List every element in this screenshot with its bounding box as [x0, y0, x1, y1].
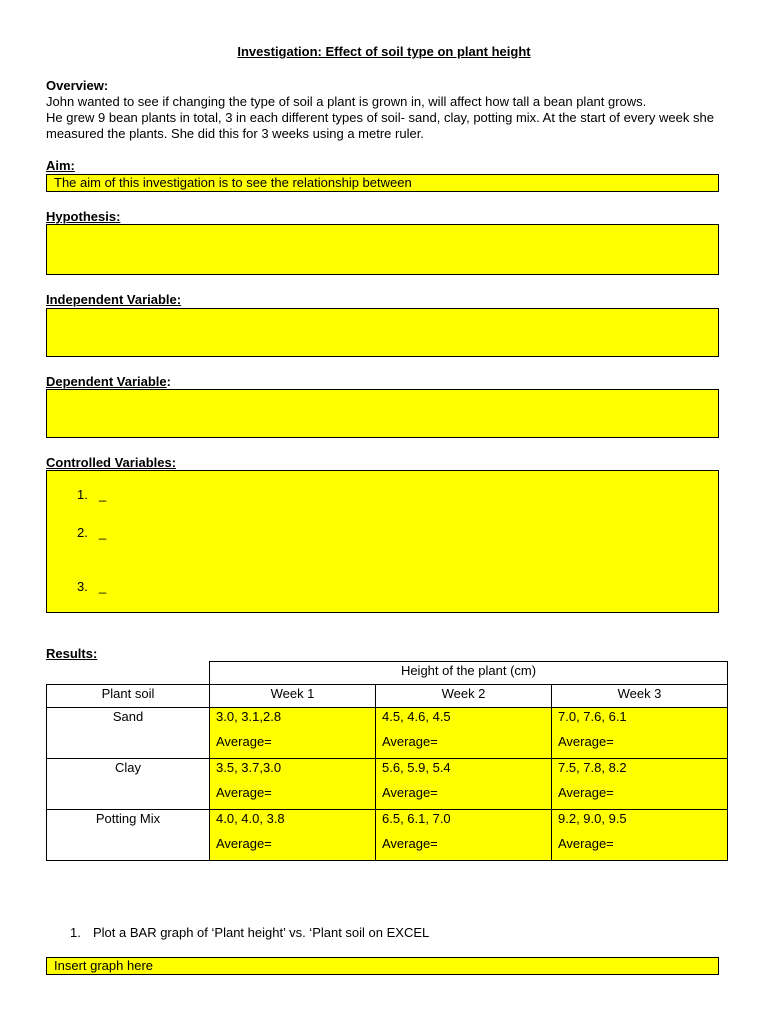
- controlled-variables-label: Controlled Variables:: [46, 455, 177, 470]
- average-label: Average=: [382, 785, 438, 800]
- list-number: 1.: [77, 487, 88, 502]
- measurements: 4.0, 4.0, 3.8: [216, 811, 285, 826]
- table-row: [47, 759, 728, 810]
- table-header-row: [47, 685, 728, 708]
- measurements: 7.0, 7.6, 6.1: [558, 709, 627, 724]
- hypothesis-label: Hypothesis:: [46, 209, 121, 224]
- soil-cell: Potting Mix: [47, 810, 210, 861]
- data-cell[interactable]: [210, 708, 376, 759]
- average-label: Average=: [382, 734, 438, 749]
- overview-line: He grew 9 bean plants in total, 3 in each different types of soil- sand, clay, potting mix. At the start of every week she: [46, 110, 714, 125]
- table-row: [47, 708, 728, 759]
- graph-placeholder-text: Insert graph here: [54, 958, 154, 973]
- graph-field[interactable]: [46, 957, 719, 975]
- data-cell[interactable]: [210, 810, 376, 861]
- controlled-variable-item: [77, 579, 106, 594]
- data-cell[interactable]: [552, 708, 728, 759]
- list-number: 3.: [77, 579, 88, 594]
- measurements: 3.5, 3.7,3.0: [216, 760, 282, 775]
- column-header: Week 2: [376, 685, 552, 708]
- task-text: Plot a BAR graph of ‘Plant height’ vs. ‘Plant soil on EXCEL: [93, 925, 430, 940]
- soil-cell: Sand: [47, 708, 210, 759]
- measurements: 6.5, 6.1, 7.0: [382, 811, 451, 826]
- dependent-variable-colon: :: [166, 374, 171, 389]
- list-text: _: [99, 579, 107, 594]
- controlled-variable-item: [77, 525, 106, 540]
- data-cell[interactable]: [552, 810, 728, 861]
- controlled-variables-field[interactable]: [46, 470, 719, 613]
- average-label: Average=: [558, 836, 614, 851]
- average-label: Average=: [558, 785, 614, 800]
- soil-cell: Clay: [47, 759, 210, 810]
- controlled-variable-item: [77, 487, 106, 502]
- table-blank-cell: [47, 662, 210, 685]
- list-number: 2.: [77, 525, 88, 540]
- hypothesis-field[interactable]: [46, 224, 719, 275]
- results-label: Results:: [46, 646, 98, 661]
- data-cell[interactable]: [210, 759, 376, 810]
- overview-line: measured the plants. She did this for 3 weeks using a metre ruler.: [46, 126, 424, 141]
- independent-variable-label: Independent Variable:: [46, 292, 182, 307]
- list-text: _: [99, 487, 107, 502]
- data-cell[interactable]: [376, 759, 552, 810]
- table-row: [47, 810, 728, 861]
- overview-label: Overview:: [46, 78, 109, 93]
- measurements: 4.5, 4.6, 4.5: [382, 709, 451, 724]
- aim-text: The aim of this investigation is to see the relationship between: [54, 175, 412, 190]
- data-cell[interactable]: [376, 708, 552, 759]
- dependent-variable-heading: [46, 374, 171, 389]
- dependent-variable-field[interactable]: [46, 389, 719, 438]
- column-header: Week 3: [552, 685, 728, 708]
- list-number: 1.: [70, 925, 81, 940]
- measurements: 7.5, 7.8, 8.2: [558, 760, 627, 775]
- average-label: Average=: [382, 836, 438, 851]
- average-label: Average=: [216, 734, 272, 749]
- data-cell[interactable]: [376, 810, 552, 861]
- average-label: Average=: [558, 734, 614, 749]
- column-header: Week 1: [210, 685, 376, 708]
- table-group-header-row: [47, 662, 728, 685]
- document-title: Investigation: Effect of soil type on plant height: [237, 44, 531, 59]
- average-label: Average=: [216, 836, 272, 851]
- list-text: _: [99, 525, 107, 540]
- overview-text: [46, 94, 726, 142]
- task-instruction: [70, 925, 429, 940]
- results-table: [46, 661, 728, 861]
- table-group-header: Height of the plant (cm): [210, 662, 728, 685]
- average-label: Average=: [216, 785, 272, 800]
- measurements: 5.6, 5.9, 5.4: [382, 760, 451, 775]
- data-cell[interactable]: [552, 759, 728, 810]
- independent-variable-field[interactable]: [46, 308, 719, 357]
- overview-line: John wanted to see if changing the type of soil a plant is grown in, will affect how tall a bean plant grows.: [46, 94, 647, 109]
- measurements: 3.0, 3.1,2.8: [216, 709, 282, 724]
- aim-label: Aim:: [46, 158, 75, 173]
- dependent-variable-label: Dependent Variable: [46, 374, 167, 389]
- column-header: Plant soil: [47, 685, 210, 708]
- aim-field[interactable]: [46, 174, 719, 192]
- measurements: 9.2, 9.0, 9.5: [558, 811, 627, 826]
